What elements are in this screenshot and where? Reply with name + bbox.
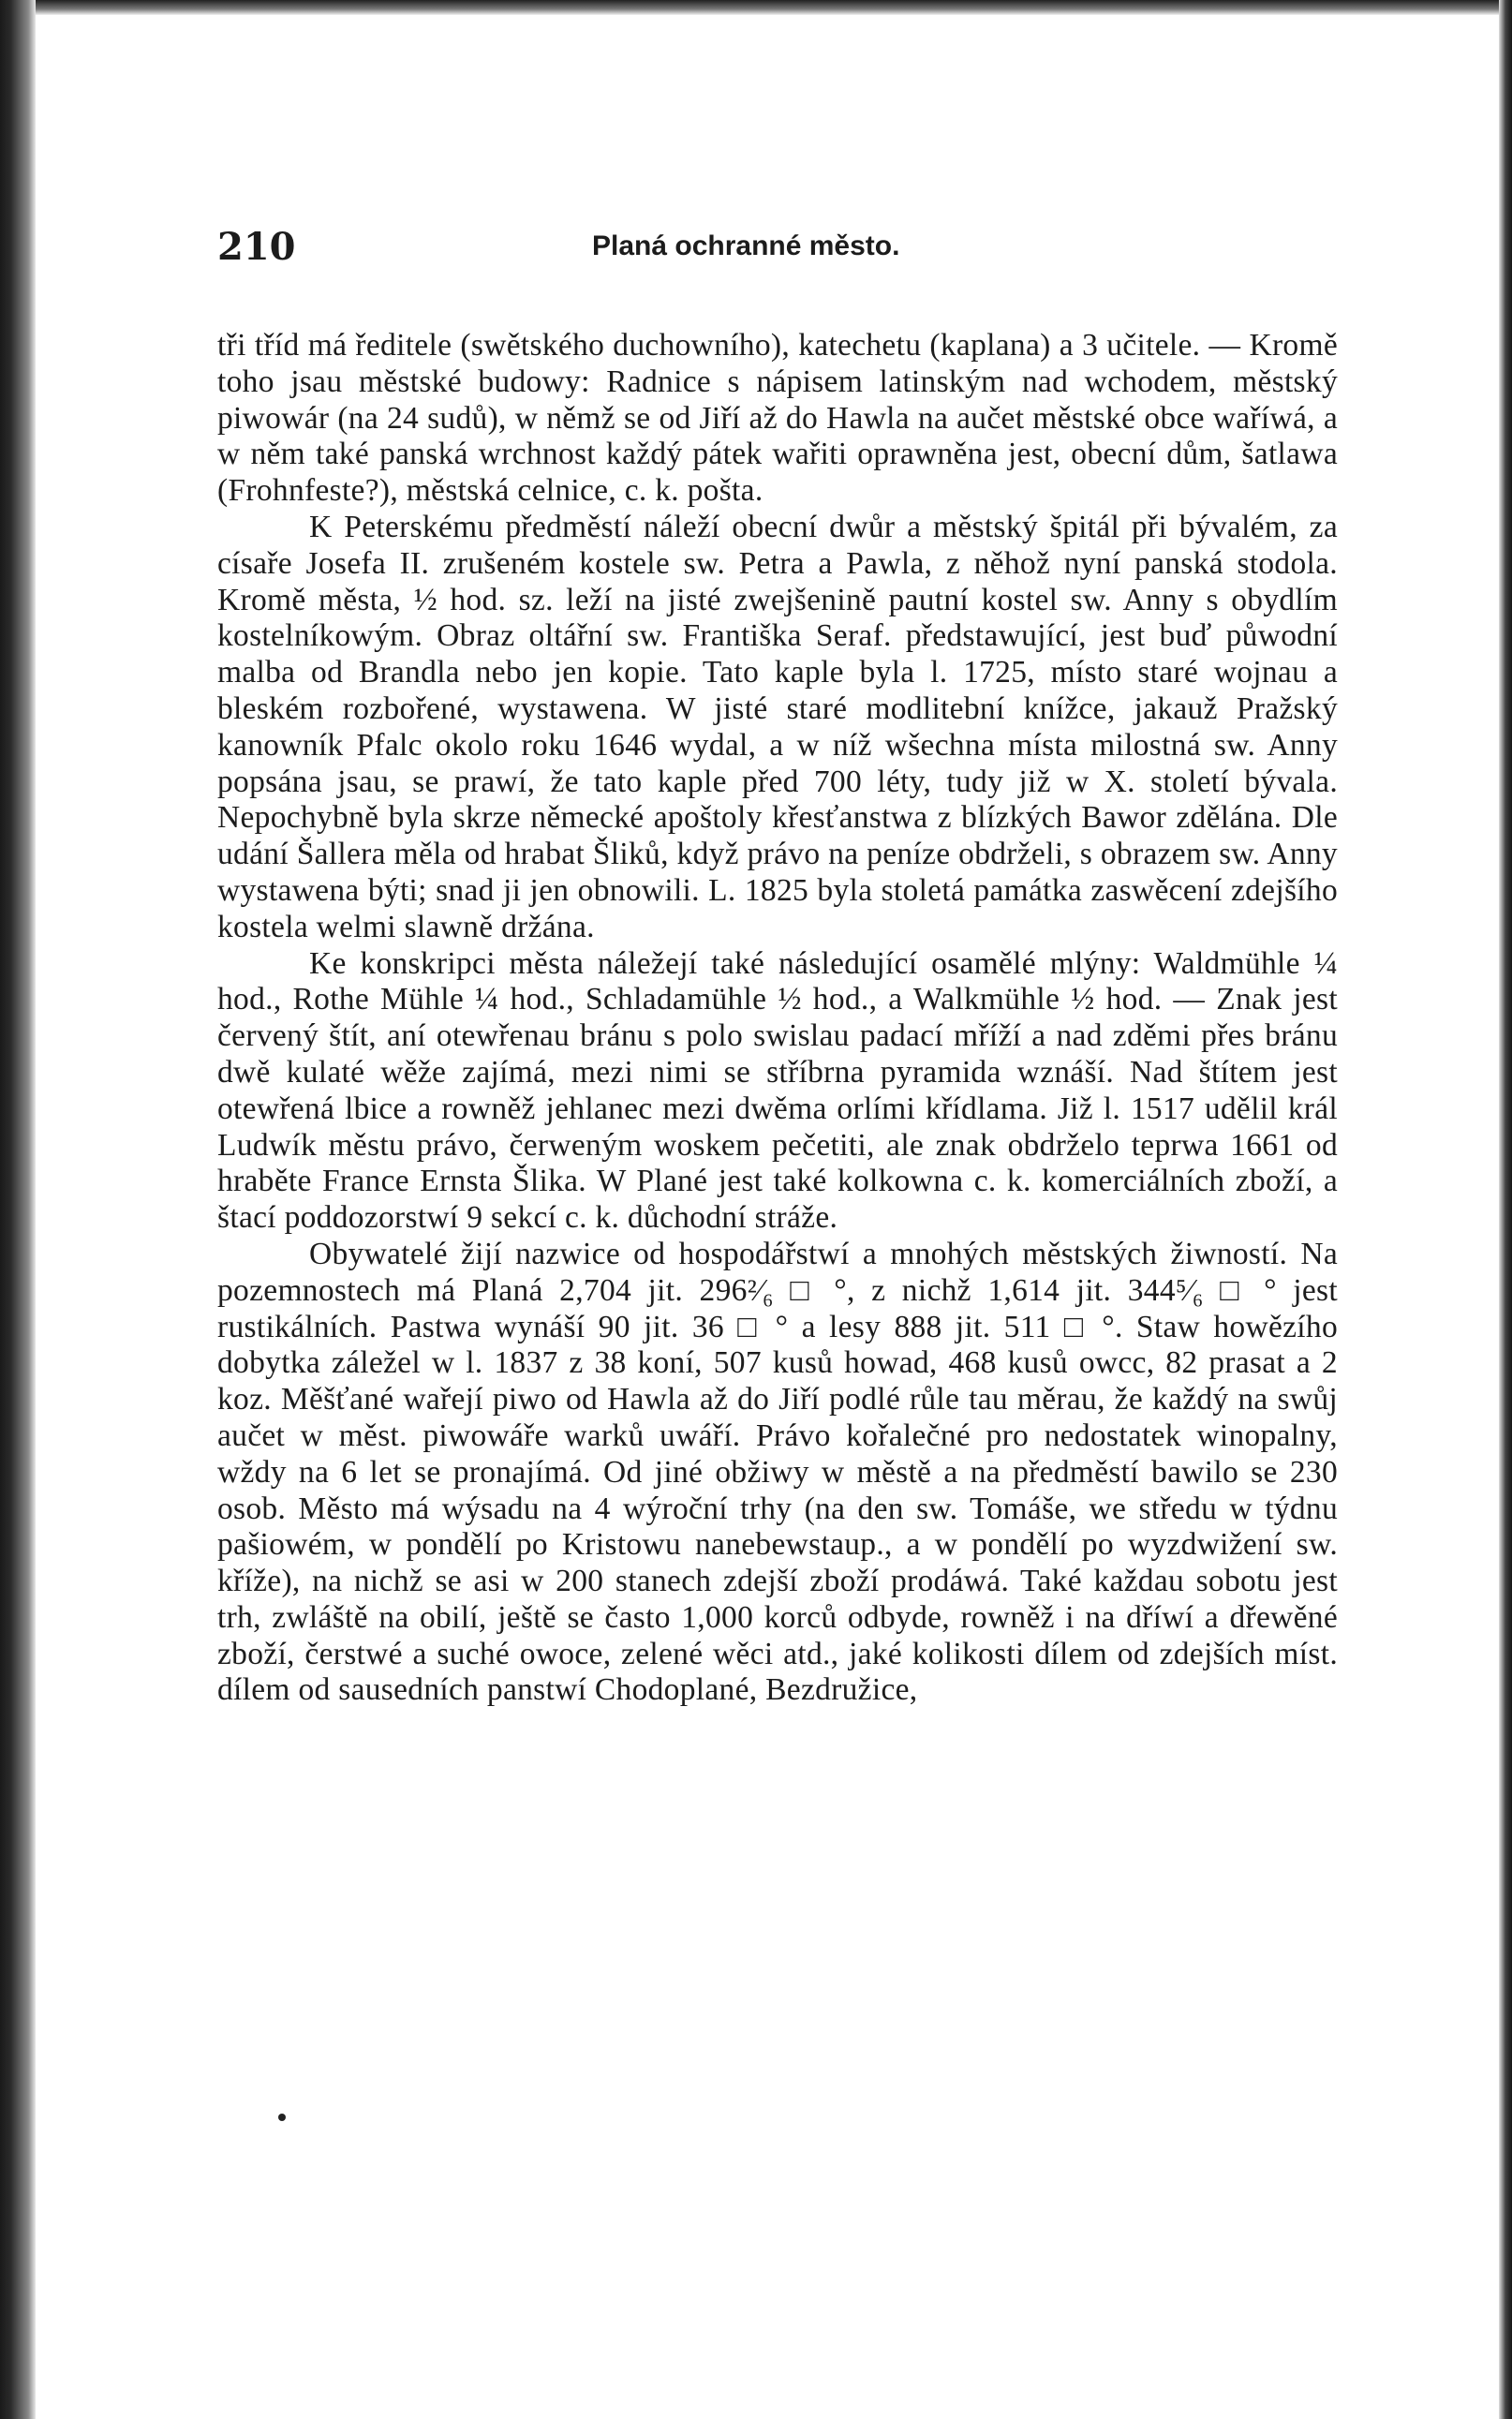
ink-speck: [278, 2114, 286, 2121]
scan-left-edge: [0, 0, 36, 2419]
page-header: [217, 225, 1338, 281]
paragraph-3: Ke konskripci města náležejí také následující osamělé mlýny: Waldmühle ¼ hod., Rothe Mühle ¼ hod., Schladamühle ½ hod., a Walkmühle ½ hod. — Znak jest červený štít, aní otewřenau bránu s polo swislau padací mříží a nad zděmi přes bránu dwě kulaté wěže zajímá, mezi nimi se stříbrna pyramida wznáší. Nad štítem jest otewřená lbice a rowněž jehlanec mezi dwěma orlími křídlama. Již l. 1517 udělil král Ludwík městu právo, čerweným woskem pečetiti, ale znak obdrželo teprwa 1661 od hraběte Francе Ernsta Šlika. W Plané jest také kolkowna c. k. komerciálních zboží, a štací poddozorstwí 9 sekcí c. k. důchodní stráže.: [217, 945, 1338, 1236]
book-page: [217, 225, 1338, 1709]
body-text: [217, 328, 1338, 1709]
paragraph-2: K Peterskému předměstí náleží obecní dwůr a městský špitál při bývalém, za císaře Josefa II. zrušeném kostele sw. Petra a Pawla, z něhož nyní panská stodola. Kromě města, ½ hod. sz. leží na jisté zwejšenině pautní kostel sw. Anny s obydlím kostelníkowým. Obraz oltářní sw. Františka Seraf. předstawující, jest buď půwodní malba od Brandla nebo jen kopie. Tato kaple byla l. 1725, místo staré wojnau a bleském rozbořené, wystawena. W jisté staré modlitební knížce, jakauž Pražský kanowník Pfalc okolo roku 1646 wydal, a w níž wšechna místa milostná sw. Anny popsána jsau, se prawí, že tato kaple před 700 léty, tudy již w X. století bývala. Nepochybně byla skrze německé apoštoly křesťanstwa z blízkých Bawor zdělána. Dle udání Šallera měla od hrabat Šliků, když právo na peníze obdrželi, s obrazem sw. Anny wystawena býti; snad ji jen obnowili. L. 1825 byla stoletá památka zaswěcení zdejšího kostela welmi slawně držána.: [217, 509, 1338, 944]
running-title: Planá ochranné město.: [592, 230, 900, 261]
scan-top-edge: [0, 0, 1512, 15]
paragraph-1: tři tříd má ředitele (swětského duchowního), katechetu (kaplana) a 3 učitele. — Kromě toho jsau městské budowy: Radnice s nápisem latinským nad wchodem, městský piwowár (na 24 sudů), w němž se od Jiří až do Hawla na aučet městské obce waříwá, a w něm také panská wrchnost každý pátek wařiti oprawněna jest, obecní dům, šatlawa (Frohnfeste?), městská celnice, c. k. pošta.: [217, 328, 1338, 509]
scan-right-edge: [1499, 0, 1512, 2419]
page-number: 210: [217, 225, 296, 269]
paragraph-4: Obywatelé žijí nazwice od hospodářstwí a mnohých městských žiwností. Na pozemnostech má Planá 2,704 jit. 296²⁄₆ □ °, z nichž 1,614 jit. 344⁵⁄₆ □ ° jest rustikálních. Pastwa wynáší 90 jit. 36 □ ° a lesy 888 jit. 511 □ °. Staw howězího dobytka záležel w l. 1837 z 38 koní, 507 kusů howad, 468 kusů owcc, 82 prasat a 2 koz. Měšťané wařejí piwo od Hawla až do Jiří podlé růle tau měrau, že každý na swůj aučet w měst. piwowáře warků uwáří. Právo kořalečné pro nedostatek winopalny, wždy na 6 let se pronajímá. Od jiné obžiwy w městě a na předměstí bawilo se 230 osob. Město má wýsadu na 4 wýroční trhy (na den sw. Tomáše, we středu w týdnu pašiowém, w pondělí po Kristowu nanebewstaup., a w pondělí po wyzdwižení sw. kříže), na nichž se asi w 200 stanech zdejší zboží prodáwá. Také každau sobotu jest trh, zwláště na obilí, ještě se často 1,000 korců odbyde, rowněž i na dříwí a dřewěné zboží, čerstwé a suché owoce, zelené wěci atd., jaké kolikosti dílem od zdejších míst. dílem od sausedních panstwí Chodoplané, Bezdružice,: [217, 1236, 1338, 1708]
